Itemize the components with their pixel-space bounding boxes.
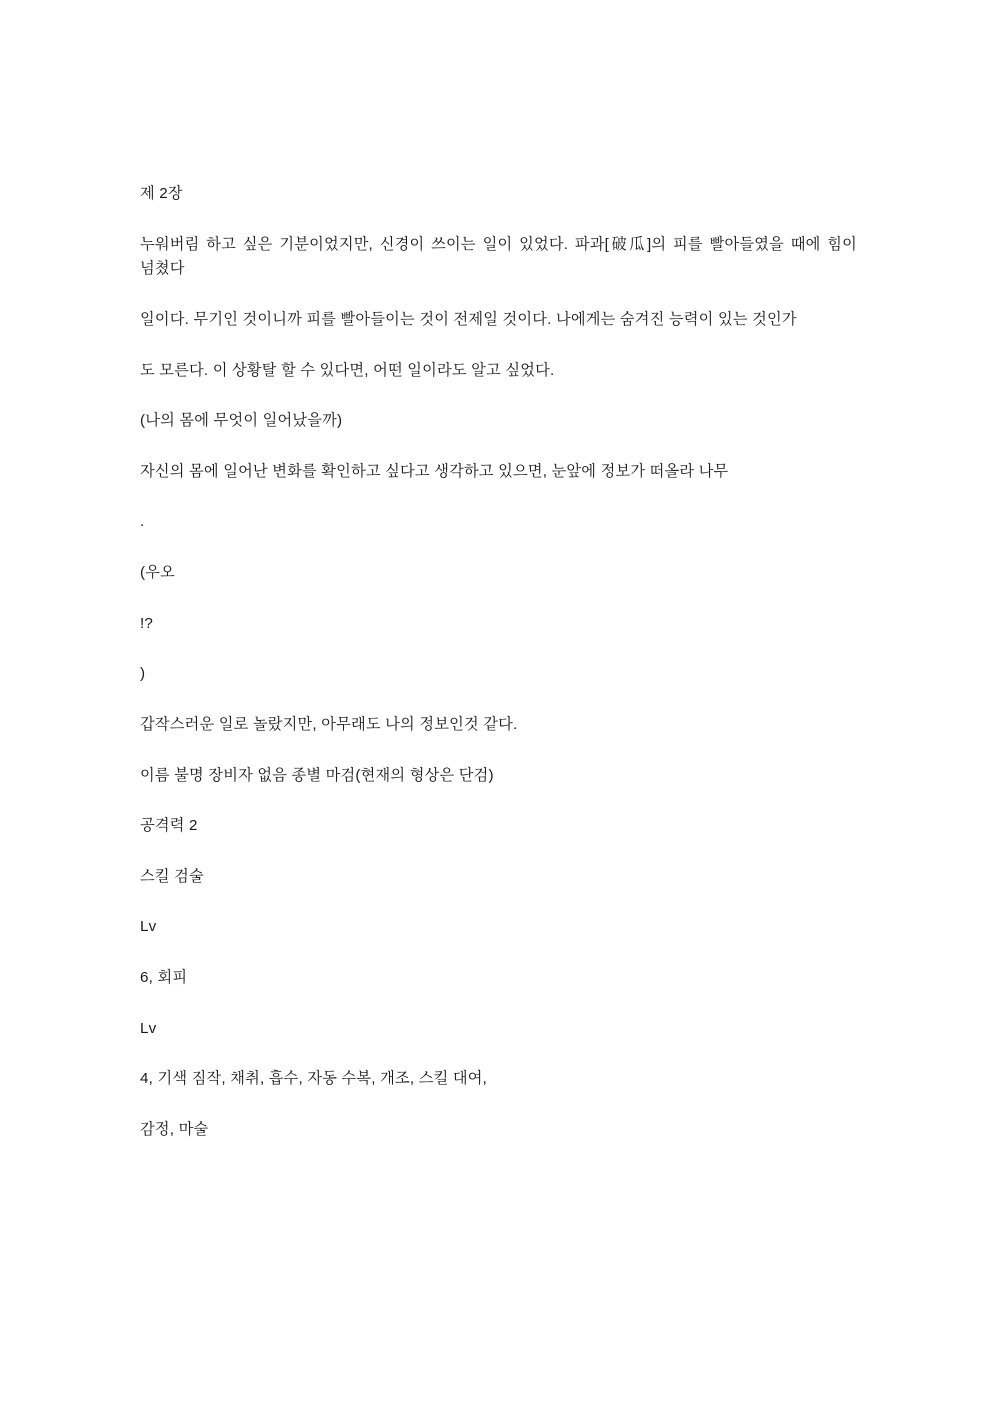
status-attack-line: 공격력 2 [140, 817, 198, 835]
document-body [140, 182, 857, 1143]
paragraph-4: (나의 몸에 무엇이 일어났을까) [140, 412, 343, 430]
status-level-value-1: 6, 회피 [140, 969, 188, 986]
paragraph-6: . [140, 513, 145, 531]
status-skill-line: 스킬 검술 [140, 867, 204, 885]
status-level-label-1: Lv [140, 918, 157, 936]
paragraph-2: 일이다. 무기인 것이니까 피를 빨아들이는 것이 전제일 것이다. 나에게는 숨겨진 능력이 있는 것인가 [140, 310, 797, 328]
status-level-value-2: 4, 기색 짐작, 채취, 흡수, 자동 수복, 개조, 스킬 대여, [140, 1070, 488, 1088]
paragraph-3: 도 모른다. 이 상황탈 할 수 있다면, 어떤 일이라도 알고 싶었다. [140, 361, 555, 379]
paragraph-1: 누워버림 하고 싶은 기분이었지만, 신경이 쓰이는 일이 있었다. 파과[破瓜]의 피를 빨아들였을 때에 힘이 넘쳤다 [140, 235, 857, 278]
paragraph-10: 갑작스러운 일로 놀랐지만, 아무래도 나의 정보인것 같다. [140, 715, 518, 733]
paragraph-8: !? [140, 614, 154, 632]
paragraph-9: ) [140, 665, 146, 683]
paragraph-5: 자신의 몸에 일어난 변화를 확인하고 싶다고 생각하고 있으면, 눈앞에 정보가 떠올라 나무 [140, 462, 729, 480]
chapter-heading: 제 2장 [140, 185, 183, 202]
status-identity-line: 이름 불명 장비자 없음 종별 마검(현재의 형상은 단검) [140, 766, 494, 784]
status-level-label-2: Lv [140, 1019, 157, 1037]
paragraph-7: (우오 [140, 564, 175, 581]
status-skill-continuation: 감정, 마술 [140, 1120, 209, 1138]
